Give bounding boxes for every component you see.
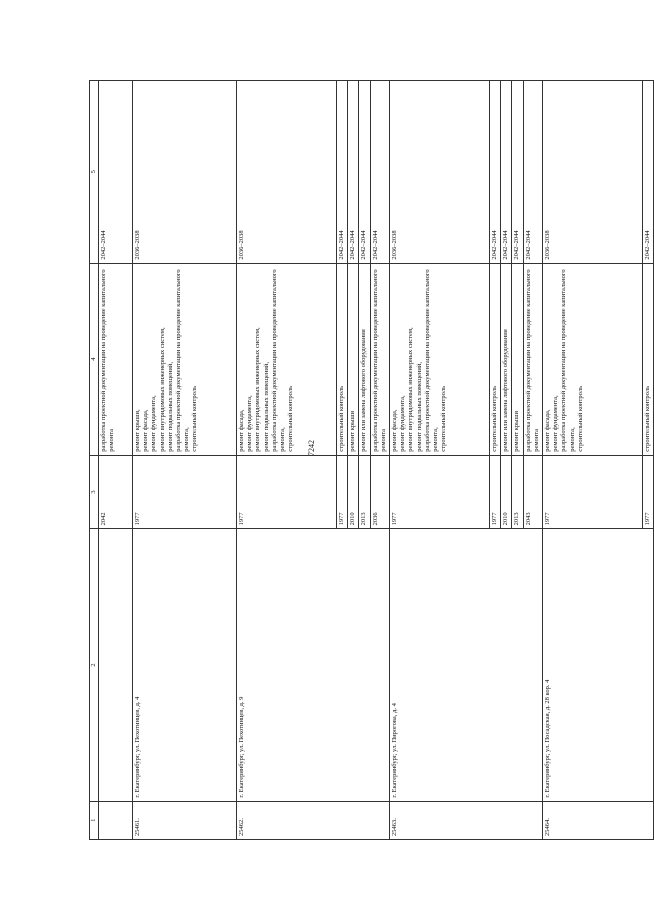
cell-period: 2042–2044 [643,81,654,264]
cell-number: 25462. [237,801,390,839]
cell-work-type: ремонт фасада, ремонт фундамента, ремонт внутридомовых инженерных систем, ремонт подвальных помещений, разработка проектной документации на проведение капитального ремонта, строительный контроль [237,263,337,455]
cell-address: г. Екатеринбург, ул. Пехотинцев, д. 9 [237,529,390,801]
cell-number: 25461. [133,801,237,839]
header-col-4: 4 [90,263,99,455]
cell-address [99,529,133,801]
cell-period: 2042–2044 [523,81,542,264]
header-col-3: 3 [90,455,99,529]
cell-year: 1977 [133,455,237,529]
cell-period: 2042–2044 [490,81,501,264]
table-row [543,81,643,840]
cell-work-type: разработка проектной документации на проведение капитального ремонта [370,263,389,455]
cell-work-type: строительный контроль [337,263,348,455]
cell-year: 2010 [348,455,359,529]
cell-work-type: ремонт или замена лифтового оборудования [501,263,512,455]
cell-period: 2042–2044 [337,81,348,264]
table-row [133,81,237,840]
cell-period: 2036–2038 [237,81,337,264]
cell-period: 2042–2044 [370,81,389,264]
cell-period: 2042–2044 [99,81,133,264]
cell-year: 2010 [501,455,512,529]
header-col-1: 1 [90,801,99,839]
cell-work-type: ремонт крыши [348,263,359,455]
register-table-rotated [89,80,652,840]
cell-work-type: ремонт крыши, ремонт фасада, ремонт фундамента, ремонт внутридомовых инженерных систем, ремонт подвальных помещений, разработка проектной документации на проведение капитального ремонта, строительный контроль [133,263,237,455]
register-table [89,80,654,840]
cell-year: 1977 [337,455,348,529]
cell-year: 1977 [643,455,654,529]
cell-number [99,801,133,839]
table-row [99,81,133,840]
cell-work-type: ремонт фасада, ремонт фундамента, разработка проектной документации на проведение капитального ремонта, строительный контроль [543,263,643,455]
cell-year: 2043 [523,455,542,529]
cell-period: 2042–2044 [501,81,512,264]
header-col-5: 5 [90,81,99,264]
cell-work-type: строительный контроль [490,263,501,455]
cell-period: 2036–2038 [543,81,643,264]
cell-year: 2036 [370,455,389,529]
header-col-2: 2 [90,529,99,801]
cell-period: 2042–2044 [359,81,370,264]
cell-address: г. Екатеринбург, ул. Пехотинцев, д. 4 [133,529,237,801]
cell-year: 2013 [512,455,523,529]
cell-year: 1977 [237,455,337,529]
cell-address: г. Екатеринбург, ул. Пирогова, д. 4 [390,529,543,801]
cell-work-type: строительный контроль [643,263,654,455]
cell-year: 1977 [543,455,643,529]
cell-number: 25464. [543,801,654,839]
cell-year: 2042 [99,455,133,529]
cell-work-type: ремонт крыши [512,263,523,455]
cell-period: 2036–2038 [133,81,237,264]
cell-year: 2013 [359,455,370,529]
cell-work-type: разработка проектной документации на проведение капитального ремонта [523,263,542,455]
cell-number: 25463. [390,801,543,839]
cell-work-type: разработка проектной документации на проведение капитального ремонта [99,263,133,455]
cell-work-type: ремонт фасада, ремонт фундамента, ремонт внутридомовых инженерных систем, ремонт подвальных помещений, разработка проектной документации на проведение капитального ремонта, строительный контроль [390,263,490,455]
cell-work-type: ремонт или замена лифтового оборудования [359,263,370,455]
cell-year: 1977 [390,455,490,529]
table-row [237,81,337,840]
header-row [90,81,99,840]
table-body [99,81,654,840]
cell-period: 2042–2044 [348,81,359,264]
page-number: 7242 [307,440,316,456]
table-row [390,81,490,840]
cell-period: 2036–2038 [390,81,490,264]
cell-address: г. Екатеринбург, ул. Посадская, д. 28 кор. 4 [543,529,654,801]
cell-year: 1977 [490,455,501,529]
cell-period: 2042–2044 [512,81,523,264]
